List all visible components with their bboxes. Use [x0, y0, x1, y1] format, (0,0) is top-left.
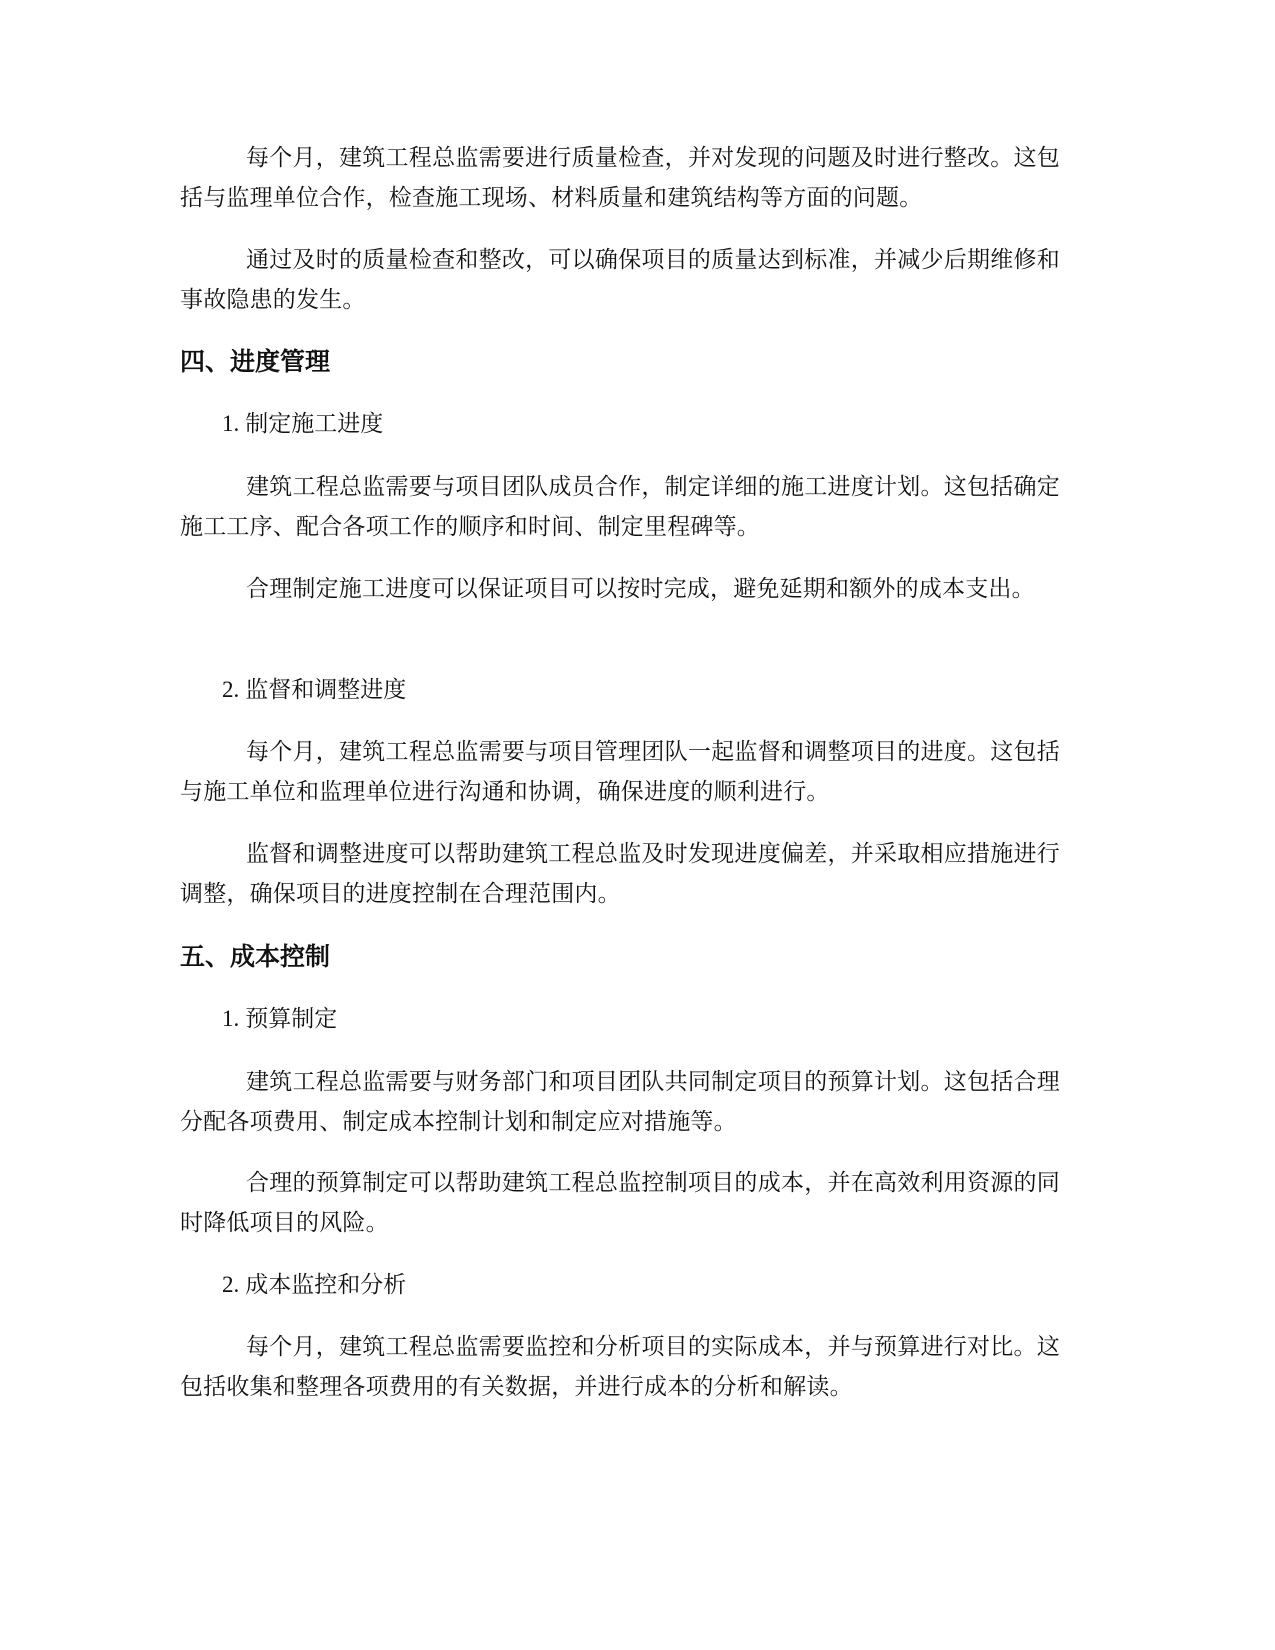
subitem-label: 监督和调整进度 — [245, 677, 407, 703]
paragraph-budget-benefit: 合理的预算制定可以帮助建筑工程总监控制项目的成本，并在高效利用资源的同时降低项目的风险。 — [180, 1170, 1060, 1236]
paragraph-monitor-schedule: 每个月，建筑工程总监需要与项目管理团队一起监督和调整项目的进度。这包括与施工单位和监理单位进行沟通和协调，确保进度的顺利进行。 — [180, 739, 1060, 805]
subitem-number: 1. — [222, 411, 240, 436]
subitem-plan-schedule — [222, 404, 922, 444]
paragraph-quality-benefit: 通过及时的质量检查和整改，可以确保项目的质量达到标准，并减少后期维修和事故隐患的发生。 — [180, 247, 1060, 313]
heading-cost-control: 五、成本控制 — [180, 942, 331, 971]
paragraph-plan-schedule-benefit: 合理制定施工进度可以保证项目可以按时完成，避免延期和额外的成本支出。 — [246, 576, 1035, 602]
subitem-number: 2. — [222, 677, 240, 702]
paragraph-budget: 建筑工程总监需要与财务部门和项目团队共同制定项目的预算计划。这包括合理分配各项费用、制定成本控制计划和制定应对措施等。 — [180, 1069, 1060, 1135]
paragraph-quality-inspection: 每个月，建筑工程总监需要进行质量检查，并对发现的问题及时进行整改。这包括与监理单位合作，检查施工现场、材料质量和建筑结构等方面的问题。 — [180, 145, 1060, 211]
subitem-monitor-schedule — [222, 670, 922, 710]
subitem-label: 制定施工进度 — [245, 411, 384, 437]
paragraph-cost-monitoring: 每个月，建筑工程总监需要监控和分析项目的实际成本，并与预算进行对比。这包括收集和整理各项费用的有关数据，并进行成本的分析和解读。 — [180, 1334, 1060, 1400]
heading-schedule-management: 四、进度管理 — [180, 347, 331, 376]
subitem-number: 1. — [222, 1006, 240, 1031]
subitem-cost-monitoring — [222, 1265, 922, 1305]
subitem-label: 预算制定 — [245, 1006, 338, 1032]
subitem-budget — [222, 999, 922, 1039]
subitem-number: 2. — [222, 1272, 240, 1297]
paragraph-plan-schedule: 建筑工程总监需要与项目团队成员合作，制定详细的施工进度计划。这包括确定施工工序、配合各项工作的顺序和时间、制定里程碑等。 — [180, 474, 1060, 540]
paragraph-monitor-schedule-benefit: 监督和调整进度可以帮助建筑工程总监及时发现进度偏差，并采取相应措施进行调整，确保项目的进度控制在合理范围内。 — [180, 841, 1060, 907]
subitem-label: 成本监控和分析 — [245, 1272, 407, 1298]
